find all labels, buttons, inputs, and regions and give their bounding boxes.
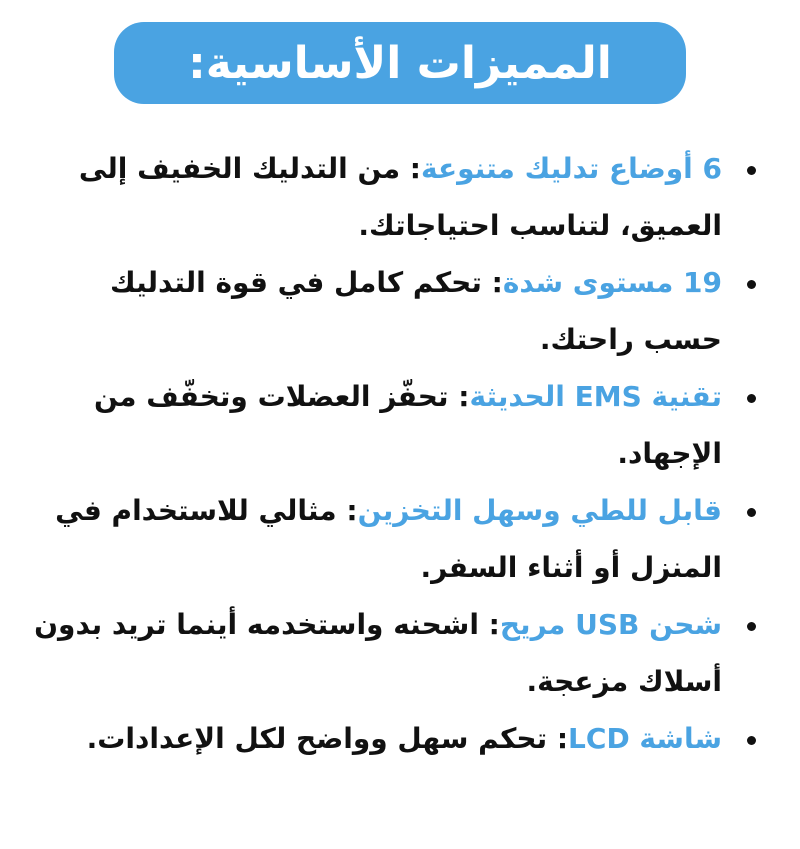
feature-highlight: شاشة LCD [568,722,722,755]
bullet-icon [747,508,756,517]
feature-item [28,254,760,368]
feature-description: : مثالي للاستخدام في المنزل أو أثناء السفر. [55,494,722,584]
page-title: المميزات الأساسية: [114,22,686,104]
feature-highlight: 19 مستوى شدة [502,266,722,299]
title-container [0,22,800,104]
feature-description: : اشحنه واستخدمه أينما تريد بدون أسلاك مزعجة. [34,608,722,698]
feature-description: : تحكم سهل وواضح لكل الإعدادات. [86,722,569,755]
feature-highlight: قابل للطي وسهل التخزين [357,494,722,527]
bullet-icon [747,166,756,175]
feature-highlight: 6 أوضاع تدليك متنوعة [421,152,722,185]
feature-item [28,368,760,482]
feature-item [28,140,760,254]
feature-description: : تحفّز العضلات وتخفّف من الإجهاد. [93,380,722,470]
feature-highlight: شحن USB مريح [499,608,722,641]
feature-item [28,482,760,596]
bullet-icon [747,736,756,745]
feature-highlight: تقنية EMS الحديثة [469,380,722,413]
bullet-icon [747,280,756,289]
feature-item [28,710,760,767]
bullet-icon [747,622,756,631]
feature-item [28,596,760,710]
feature-list [28,140,760,767]
feature-description: : تحكم كامل في قوة التدليك حسب راحتك. [110,266,722,356]
feature-description: : من التدليك الخفيف إلى العميق، لتناسب احتياجاتك. [78,152,722,242]
bullet-icon [747,394,756,403]
